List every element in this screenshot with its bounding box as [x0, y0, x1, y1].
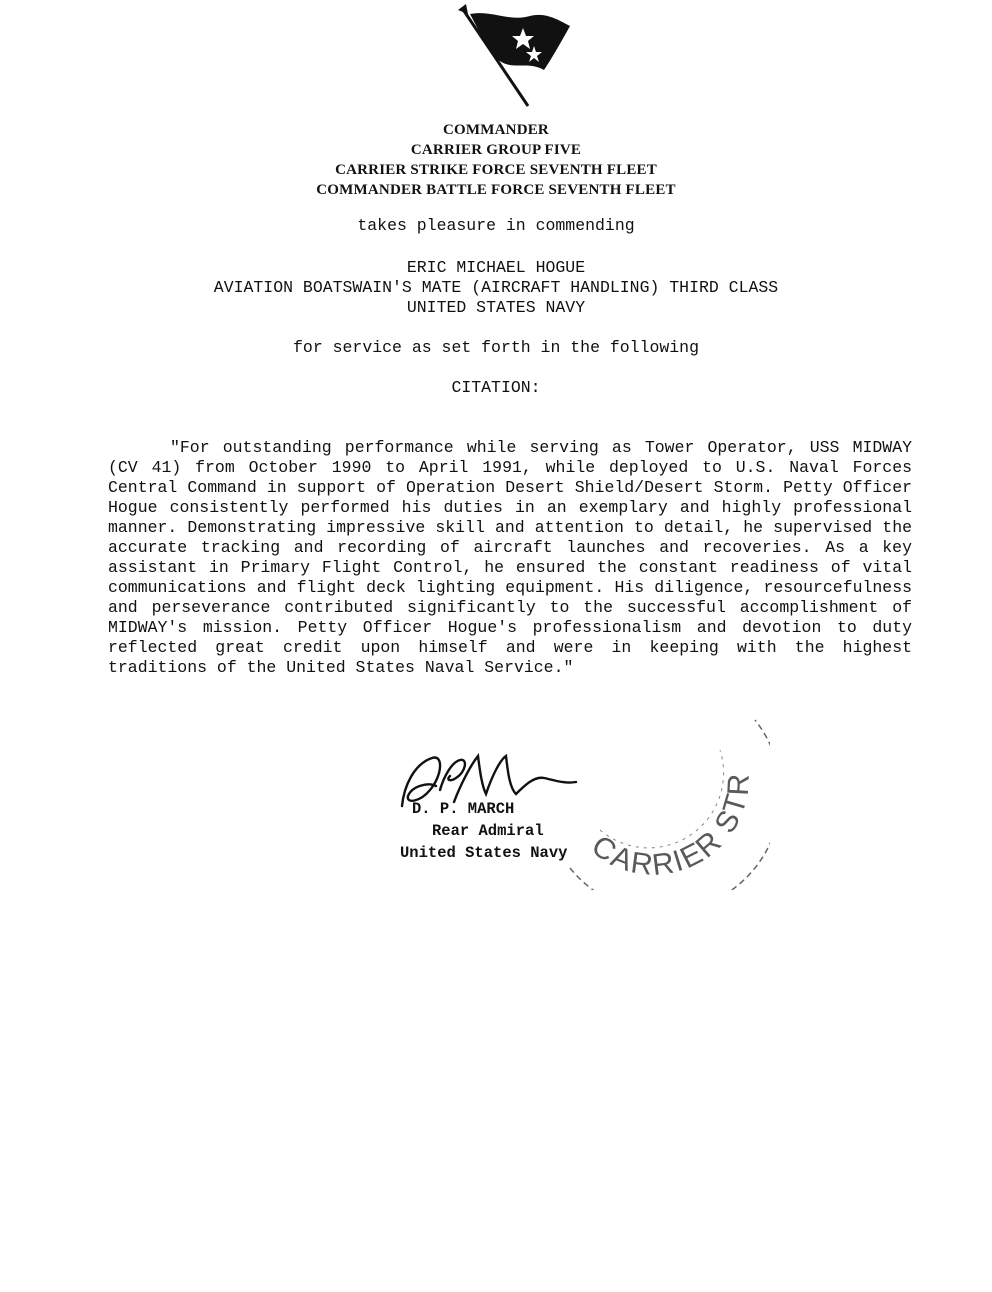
header-line-strike-force: CARRIER STRIKE FORCE SEVENTH FLEET — [335, 162, 657, 178]
header-line-carrier-group: CARRIER GROUP FIVE — [410, 142, 582, 158]
header-line-battle-force: COMMANDER BATTLE FORCE SEVENTH FLEET — [316, 182, 676, 198]
recipient-block — [0, 258, 992, 318]
citation-heading: CITATION: — [451, 378, 541, 397]
citation-body: "For outstanding performance while serving as Tower Operator, USS MIDWAY (CV 41) from October 1990 to April 1991, while deployed to U.S. Naval Forces Central Command in support of Operation Desert Shield/Desert Storm. Petty Officer Hogue consistently performed his duties in an exemplary and highly professional manner. Demonstrating impressive skill and attention to detail, he supervised the accurate tracking and recording of aircraft launches and recoveries. As a key assistant in Primary Flight Control, he ensured the constant readiness of vital communications and flight deck lighting equipment. His diligence, resourcefulness and perseverance contributed significantly to the successful accomplishment of MIDWAY's mission. Petty Officer Hogue's professionalism and devotion to duty reflected great credit upon himself and were in keeping with the highest traditions of the United States Naval Service." — [108, 438, 912, 677]
two-star-flag-icon — [448, 0, 578, 112]
recipient-name: ERIC MICHAEL HOGUE — [406, 258, 586, 277]
signatory-name: D. P. MARCH — [412, 800, 515, 818]
signatory-title: Rear Admiral — [432, 822, 544, 840]
recipient-rate: AVIATION BOATSWAIN'S MATE (AIRCRAFT HANDLING) THIRD CLASS — [213, 278, 779, 297]
seal-text: CARRIER STR — [585, 771, 757, 883]
intro-line: takes pleasure in commending — [357, 216, 635, 235]
svg-text:CARRIER STR — [586, 771, 757, 882]
carrier-seal-stamp — [560, 700, 770, 890]
command-header — [0, 120, 992, 200]
service-line: for service as set forth in the following — [293, 338, 699, 357]
signatory-service: United States Navy — [400, 844, 568, 862]
header-line-commander: COMMANDER — [443, 122, 549, 138]
signature-block — [400, 798, 567, 864]
recipient-service: UNITED STATES NAVY — [406, 298, 586, 317]
